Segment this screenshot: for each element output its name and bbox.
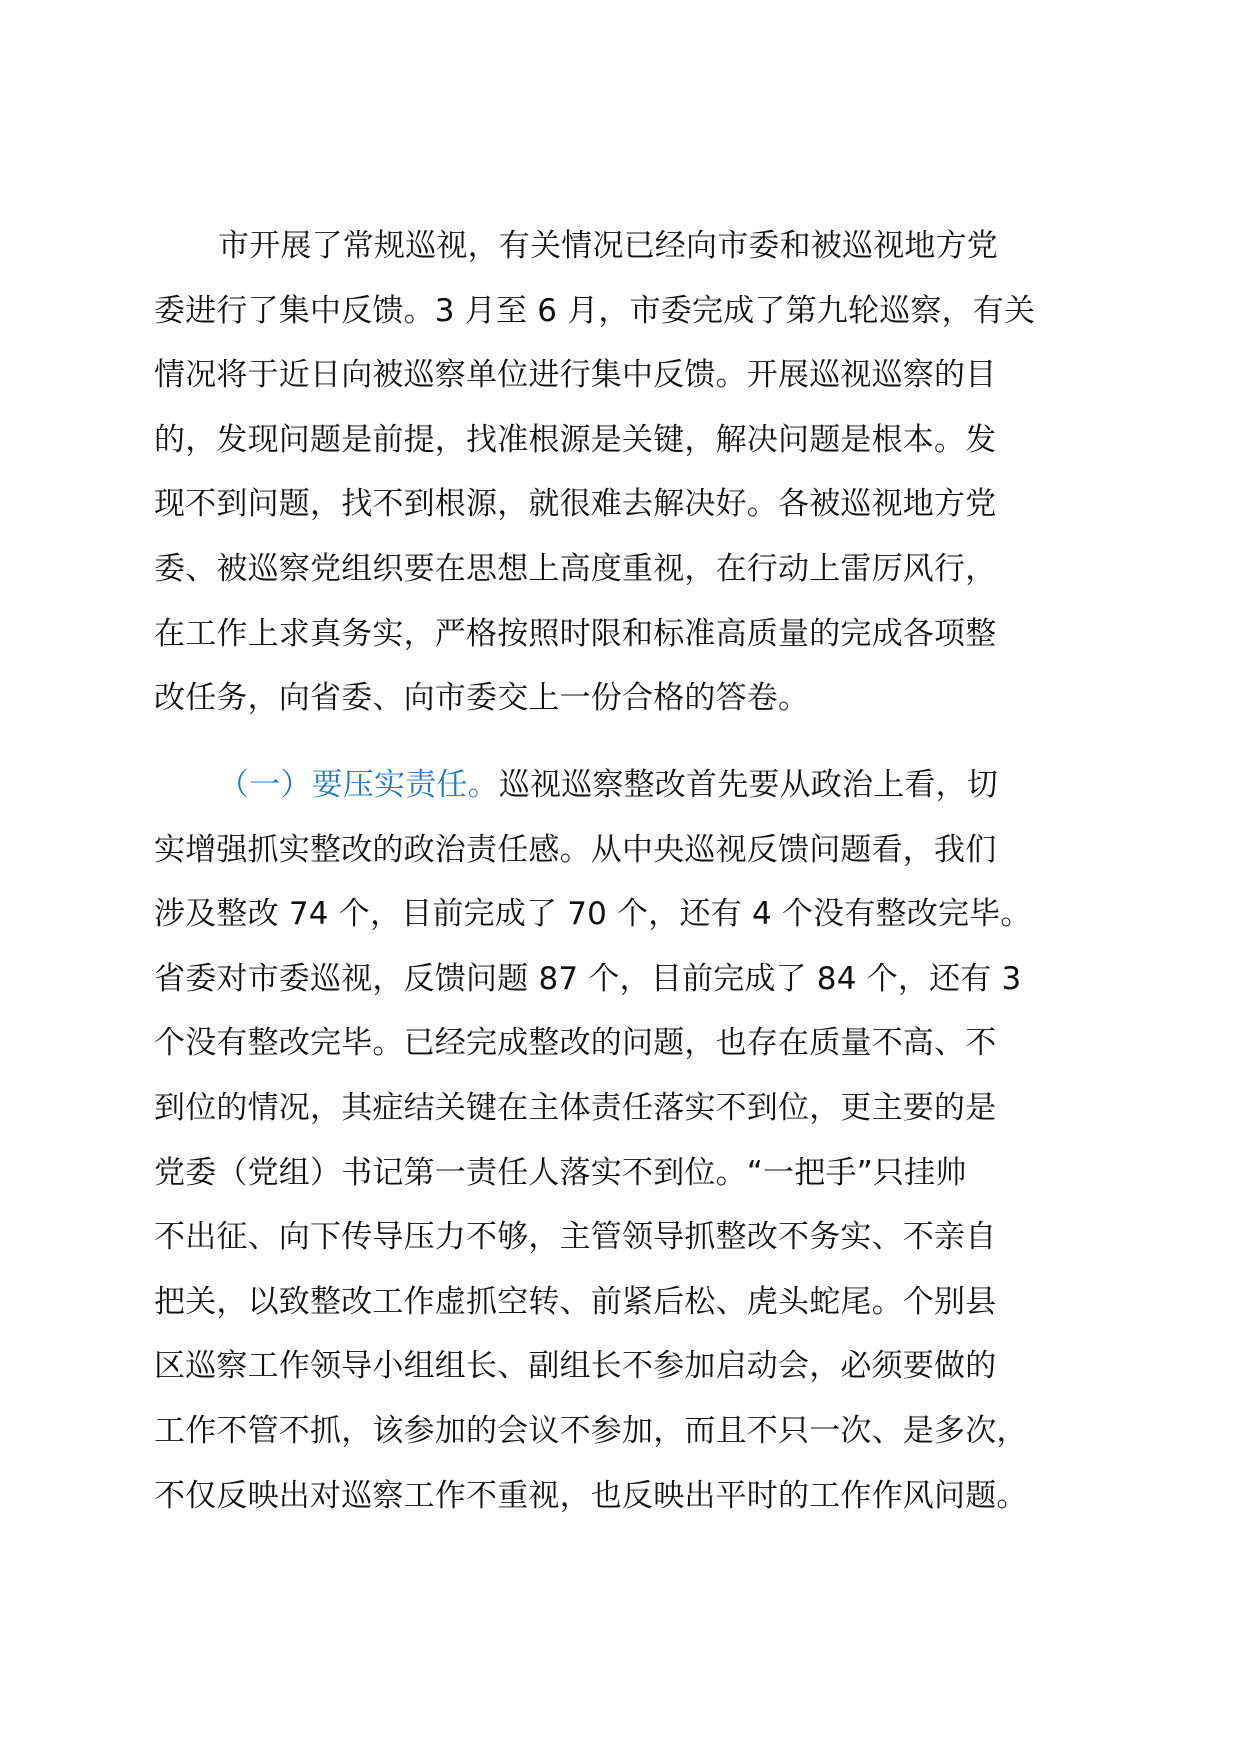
paragraph-line: 改任务，向省委、向市委交上一份合格的答卷。 — [154, 680, 810, 717]
paragraph-line: 省委对市委巡视，反馈问题 87 个，目前完成了 84 个，还有 3 — [154, 960, 1022, 997]
section-heading: （一）要压实责任。 — [218, 767, 499, 803]
paragraph-line: 涉及整改 74 个，目前完成了 70 个，还有 4 个没有整改完毕。 — [154, 896, 1032, 933]
paragraph-line: 现不到问题，找不到根源，就很难去解决好。各被巡视地方党 — [154, 486, 997, 523]
paragraph-line: 的，发现问题是前提，找准根源是关键，解决问题是根本。发 — [154, 421, 997, 458]
paragraph-line: 个没有整改完毕。已经完成整改的问题，也存在质量不高、不 — [154, 1025, 997, 1062]
paragraph-line: 市开展了常规巡视，有关情况已经向市委和被巡视地方党 — [218, 228, 998, 264]
paragraph-line: 实增强抓实整改的政治责任感。从中央巡视反馈问题看，我们 — [154, 831, 997, 868]
paragraph-line: 情况将于近日向被巡察单位进行集中反馈。开展巡视巡察的目 — [154, 357, 997, 394]
paragraph-1 — [154, 214, 1114, 731]
heading-line-text: 巡视巡察整改首先要从政治上看，切 — [498, 767, 999, 803]
paragraph-line: 把关，以致整改工作虚抓空转、前紧后松、虎头蛇尾。个别县 — [154, 1283, 997, 1320]
paragraph-line: 到位的情况，其症结关键在主体责任落实不到位，更主要的是 — [154, 1089, 997, 1126]
paragraph-2 — [154, 753, 1114, 1528]
paragraph-line: 不仅反映出对巡察工作不重视，也反映出平时的工作作风问题。 — [154, 1477, 1028, 1514]
paragraph-line: 委、被巡察党组织要在思想上高度重视，在行动上雷厉风行， — [154, 550, 997, 587]
paragraph-line: 工作不管不抓，该参加的会议不参加，而且不只一次、是多次， — [154, 1412, 1028, 1449]
paragraph-line: 不出征、向下传导压力不够，主管领导抓整改不务实、不亲自 — [154, 1219, 997, 1256]
paragraph-line: 委进行了集中反馈。3 月至 6 月，市委完成了第九轮巡察，有关 — [154, 292, 1036, 329]
paragraph-line: 区巡察工作领导小组组长、副组长不参加启动会，必须要做的 — [154, 1348, 997, 1385]
paragraph-line: 在工作上求真务实，严格按照时限和标准高质量的完成各项整 — [154, 615, 997, 652]
paragraph-line: 党委（党组）书记第一责任人落实不到位。“一把手”只挂帅 — [154, 1154, 967, 1191]
paragraph-first-line — [154, 753, 1114, 818]
